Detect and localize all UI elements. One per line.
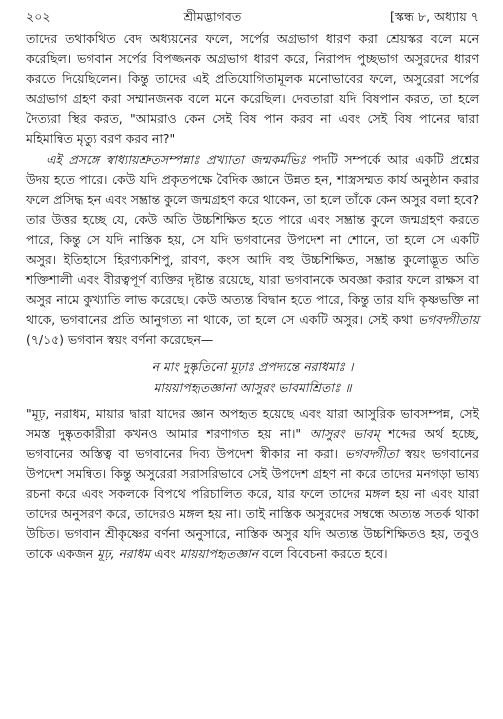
paragraph-3-text-2: শব্দের অর্থ হচ্ছে, ভগবানের অস্তিত্ব বা ভগবানের দিব্য উপদেশ স্বীকার না করা। — [26, 425, 480, 461]
gita-name: ভগবদ্গীতা — [344, 445, 399, 461]
asuram-bhavam: আসুরং ভাবম্ — [309, 425, 380, 441]
book-title: শ্রীমদ্ভাগবত — [183, 9, 242, 24]
verse-line-2: মায়য়াপহৃতজ্ঞানা আসুরং ভাবমাশ্রিতাঃ ॥ — [153, 379, 352, 395]
sanskrit-phrase: এই প্রসঙ্গে স্বাধ্যায়শ্রুতসম্পন্নাঃ প্রখ্যাতা জন্মকর্মভিঃ — [46, 151, 306, 167]
paragraph-2-text: পদটি সম্পর্কে আর একটি প্রশ্নের উদয় হতে পারে। কেউ যদি প্রকৃতপক্ষে বৈদিক জ্ঞানে উন্নত হন, শাস্ত্রসম্মত কার্য অনুষ্ঠান করার ফলে প্রসিদ্ধ হন এবং সম্ভ্রান্ত কুলে জন্মগ্রহণ করে থাকেন, তা হলে তাঁকে কেন অসুর বলা হবে? তার উত্তর হচ্ছে যে, কেউ অতি উচ্চশিক্ষিত হতে পারে এবং সম্ভ্রান্ত কুলে জন্মগ্রহণ করতে পারে, কিন্তু সে যদি নাস্তিক হয়, সে যদি ভগবানের উপদেশ না শোনে, তা হলে সে একটি অসুর। ইতিহাসে হিরণ্যকশিপু, রাবণ, কংস আদি বহু উচ্চশিক্ষিত, সম্ভ্রান্ত কুলোদ্ভূত অতি শক্তিশালী এবং বীরত্বপূর্ণ ব্যক্তির দৃষ্টান্ত রয়েছে, যারা ভগবানকে অবজ্ঞা করার ফলে রাক্ষস বা অসুর নামে কুখ্যাতি লাভ করেছে। কেউ অত্যন্ত বিদ্বান হতে পারে, কিন্তু তার যদি কৃষ্ণভক্তি না থাকে, ভগবানের প্রতি আনুগত্য না থাকে, তা হলে সে একটি অসুর। সেই কথা — [26, 151, 480, 328]
paragraph-2 — [26, 150, 479, 351]
section-reference: [স্কন্ধ ৮, অধ্যায় ৭ — [389, 9, 479, 24]
paragraph-3-text-5: বলে বিবেচনা করতে হবে। — [258, 546, 388, 562]
verse-line-1: ন মাং দুষ্কৃতিনো মূঢ়াঃ প্রপদ্যন্তে নরাধমাঃ । — [151, 358, 354, 374]
sanskrit-verse — [26, 356, 479, 398]
paragraph-3 — [26, 404, 479, 565]
gita-reference: ভগবদ্গীতায় — [417, 312, 479, 328]
mudha-naradhama: মূঢ়, নরাধম — [97, 546, 151, 562]
translation-text: "মূঢ়, নরাধম, মায়ার দ্বারা যাদের জ্ঞান অপহৃত হয়েছে এবং যারা আসুরিক ভাবসম্পন্ন, সেই সমস্ত দুষ্কৃতকারীরা কখনও আমার শরণাগত হয় না।" — [26, 405, 479, 441]
page-number: ২০২ — [26, 9, 51, 24]
mayaya-apahrta-jnana: মায়য়াপহৃতজ্ঞান — [179, 546, 259, 562]
paragraph-2-end: (৭/১৫) ভগবান স্বয়ং বর্ণনা করেছেন— — [26, 332, 214, 348]
page-header — [26, 8, 479, 26]
paragraph-3-text-4: এবং — [150, 546, 180, 562]
paragraph-3-text-3: স্বয়ং ভগবানের উপদেশ সমন্বিত। কিন্তু অসুরেরা সরাসরিভাবে সেই উপদেশ গ্রহণ না করে তাদের মনগড়া ভাষ্য রচনা করে এবং সকলকে বিপথে পরিচালিত করে, যার ফলে তাদের মঙ্গল হয় না এবং যারা তাদের অনুসরণ করে, তাদেরও মঙ্গল হয় না। তাই নাস্তিক অসুরদের সম্বন্ধে অত্যন্ত সতর্ক থাকা উচিত। ভগবান শ্রীকৃষ্ণের বর্ণনা অনুসারে, নাস্তিক অসুর যদি অত্যন্ত উচ্চশিক্ষিতও হয়, তবুও তাকে একজন — [26, 445, 479, 562]
paragraph-1: তাদের তথাকথিত বেদ অধ্যয়নের ফলে, সর্পের অগ্রভাগ ধারণ করা শ্রেয়স্কর বলে মনে করেছিল। ভগবান সর্পের বিপজ্জনক অগ্রভাগ ধারণ করে, নিরাপদ পুচ্ছভাগ অসুরদের ধারণ করতে দিয়েছিলেন। কিন্তু তাদের এই প্রতিযোগিতামূলক মনোভাবের ফলে, অসুরেরা সর্পের অগ্রভাগ গ্রহণ করা সম্মানজনক বলে মনে করেছিল। দেবতারা যদি বিষপান করত, তা হলে দৈত্যরা স্থির করত, "আমরাও কেন সেই বিষ পান করব না এবং সেই বিষ পানের দ্বারা মহিমান্বিত মৃত্যু বরণ করব না?" — [26, 31, 479, 147]
